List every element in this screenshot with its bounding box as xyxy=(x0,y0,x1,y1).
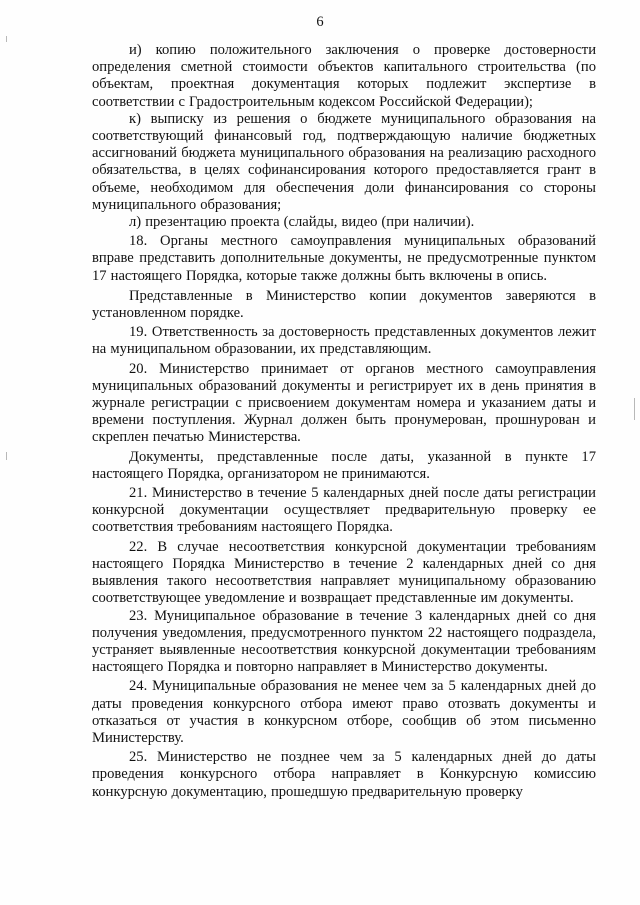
paragraph-21: 21. Министерство в течение 5 календарных дней после даты регистрации конкурсной документации осуществляет предварительную проверку ее соответствия требованиям настоящего Порядка. xyxy=(92,485,596,536)
paragraph-20: 20. Министерство принимает от органов местного самоуправления муниципальных образований документы и регистрирует их в день принятия в журнале регистрации с присвоением документам номера и указанием даты и времени поступления. Журнал должен быть пронумерован, прошнурован и скреплен печатью Министерства. xyxy=(92,360,596,446)
paragraph-25: 25. Министерство не позднее чем за 5 календарных дней до даты проведения конкурсного отбора направляет в Конкурсную комиссию конкурсную документацию, прошедшую предварительную проверку xyxy=(92,749,596,800)
paragraph-23: 23. Муниципальное образование в течение 3 календарных дней со дня получения уведомления, предусмотренного пунктом 22 настоящего подраздела, устраняет выявленные несоответствия конкурсной документации требованиям настоящего Порядка и повторно направляет в Министерство документы. xyxy=(92,607,596,676)
paragraph-i: и) копию положительного заключения о проверке достоверности определения сметной стоимости объектов капитального строительства (по объектам, проектная документация которых подлежит экспертизе в соответствии с Градостроительным кодексом Российской Федерации); xyxy=(92,42,596,110)
paragraph-l: л) презентацию проекта (слайды, видео (при наличии). xyxy=(129,214,475,231)
paragraph-18-note: Представленные в Министерство копии документов заверяются в установленном порядке. xyxy=(92,287,596,322)
scan-edge-mark xyxy=(634,398,635,420)
page-number: 6 xyxy=(316,14,324,30)
paragraph-18: 18. Органы местного самоуправления муниципальных образований вправе представить дополнительные документы, не предусмотренные пунктом 17 настоящего Порядка, которые также должны быть включены в опись. xyxy=(92,233,596,284)
scan-edge-mark xyxy=(6,452,7,460)
paragraph-22: 22. В случае несоответствия конкурсной документации требованиям настоящего Порядка Министерство в течение 2 календарных дней со дня выявления такого несоответствия направляет муниципальному образованию соответствующее уведомление и возвращает представленные им документы. xyxy=(92,538,596,607)
paragraph-20-note: Документы, представленные после даты, указанной в пункте 17 настоящего Порядка, организатором не принимаются. xyxy=(92,448,596,482)
document-body xyxy=(92,42,596,801)
paragraph-k: к) выписку из решения о бюджете муниципального образования на соответствующий финансовый год, подтверждающую наличие бюджетных ассигнований бюджета муниципального образования на реализацию расходного обязательства, в целях софинансирования которого предоставляется грант в объеме, необходимом для обеспечения доли финансирования со стороны муниципального образования; xyxy=(92,110,596,213)
scan-edge-mark xyxy=(6,36,7,42)
paragraph-19: 19. Ответственность за достоверность представленных документов лежит на муниципальном образовании, их представляющим. xyxy=(92,324,596,358)
paragraph-24: 24. Муниципальные образования не менее чем за 5 календарных дней до даты проведения конкурсного отбора имеют право отозвать документы и отказаться от участия в конкурсном отборе, сообщив об этом письменно Министерству. xyxy=(92,678,596,746)
